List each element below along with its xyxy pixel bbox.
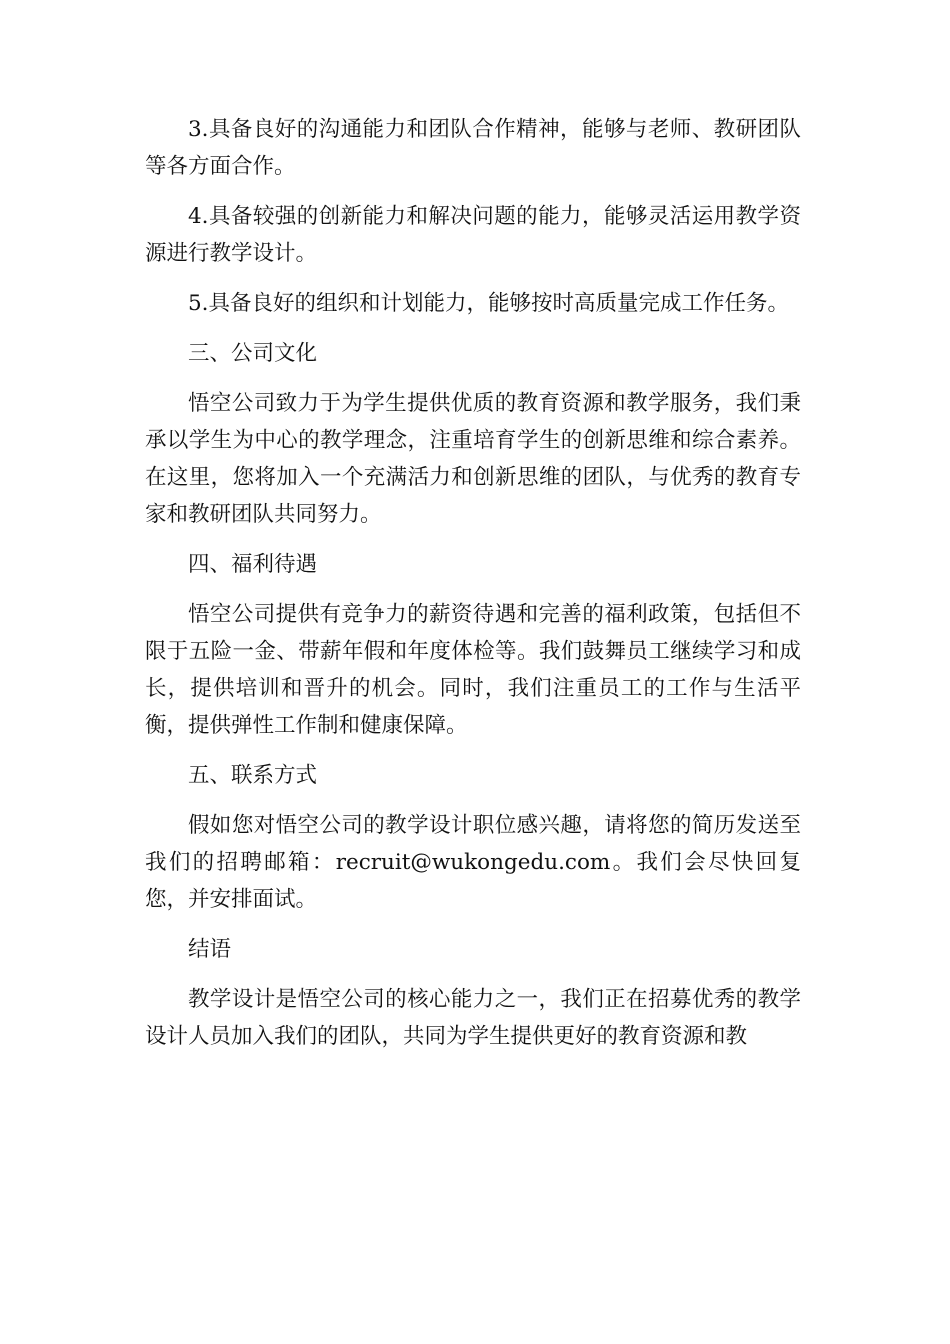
requirement-5: 5.具备良好的组织和计划能力，能够按时高质量完成工作任务。 bbox=[188, 291, 790, 316]
benefits-paragraph: 悟空公司提供有竞争力的薪资待遇和完善的福利政策，包括但不限于五险一金、带薪年假和年度体检等。我们鼓舞员工继续学习和成长，提供培训和晋升的机会。同时，我们注重员工的工作与生活平衡，提供弹性工作制和健康保障。 bbox=[145, 602, 801, 738]
requirement-4: 4.具备较强的创新能力和解决问题的能力，能够灵活运用教学资源进行教学设计。 bbox=[145, 204, 801, 266]
section-heading-contact: 五、联系方式 bbox=[188, 763, 318, 788]
conclusion-paragraph: 教学设计是悟空公司的核心能力之一，我们正在招募优秀的教学设计人员加入我们的团队，共同为学生提供更好的教育资源和教 bbox=[145, 987, 801, 1049]
section-heading-benefits: 四、福利待遇 bbox=[188, 552, 318, 577]
culture-paragraph: 悟空公司致力于为学生提供优质的教育资源和教学服务，我们秉承以学生为中心的教学理念，注重培育学生的创新思维和综合素养。在这里，您将加入一个充满活力和创新思维的团队，与优秀的教育专家和教研团队共同努力。 bbox=[145, 391, 801, 527]
requirement-3: 3.具备良好的沟通能力和团队合作精神，能够与老师、教研团队等各方面合作。 bbox=[145, 117, 801, 179]
section-heading-culture: 三、公司文化 bbox=[188, 341, 318, 366]
document-body bbox=[145, 111, 801, 1068]
contact-paragraph: 假如您对悟空公司的教学设计职位感兴趣，请将您的简历发送至我们的招聘邮箱：recruit@wukongedu.com。我们会尽快回复您，并安排面试。 bbox=[145, 813, 801, 912]
section-heading-conclusion: 结语 bbox=[188, 937, 232, 962]
